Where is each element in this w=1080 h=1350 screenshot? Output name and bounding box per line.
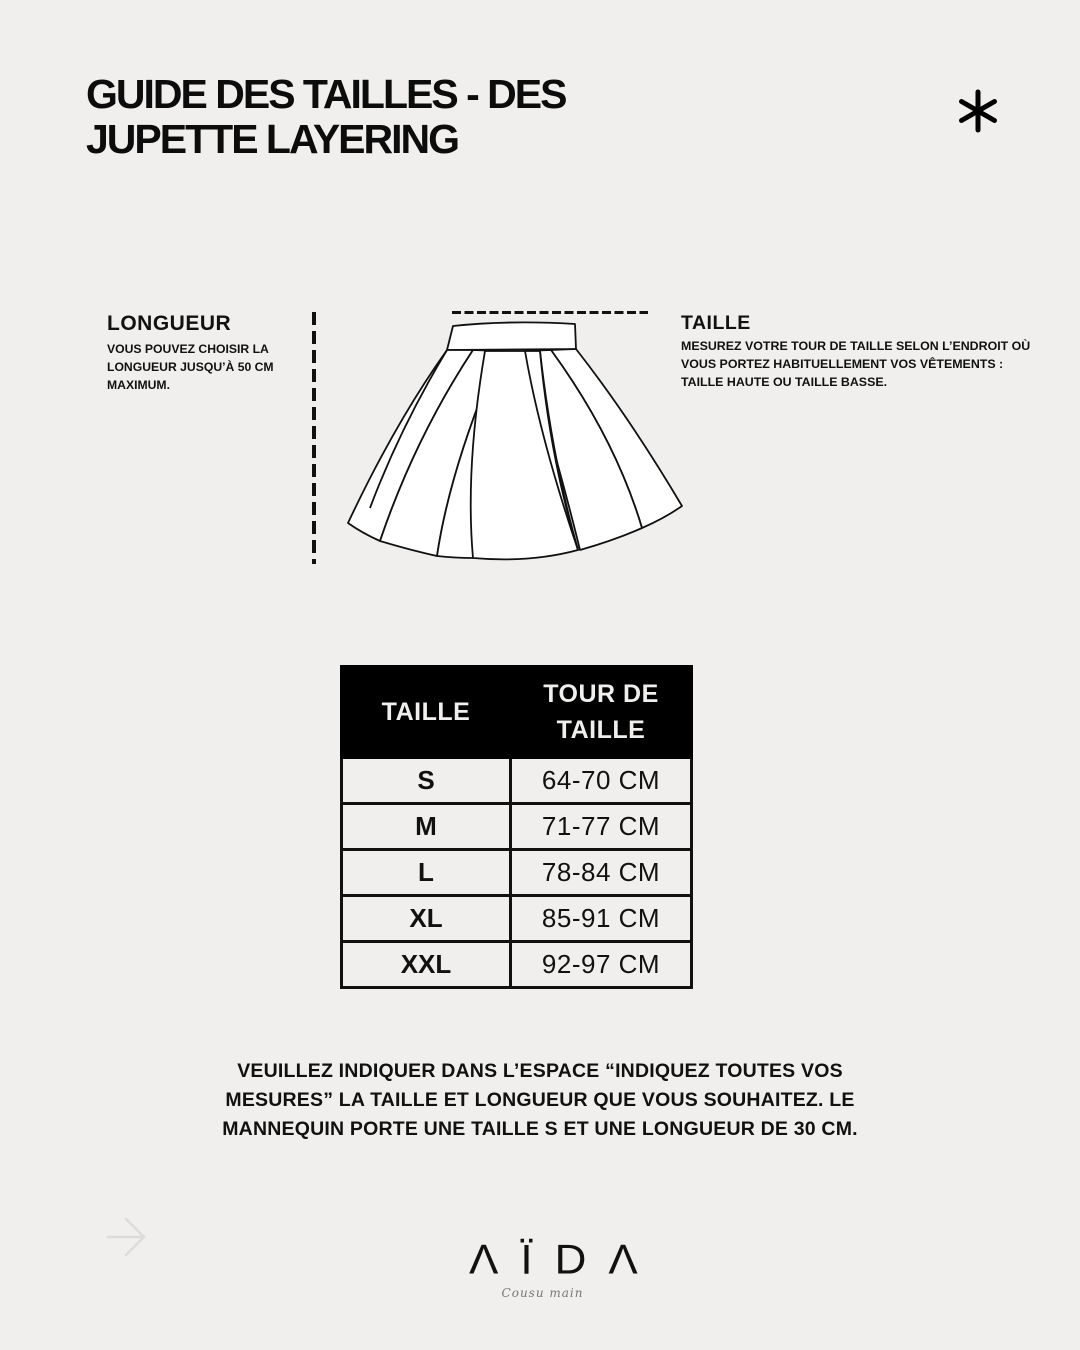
brand-name: ΛÏDΛ — [469, 1236, 660, 1283]
asterisk-icon — [955, 88, 1001, 134]
table-row — [342, 896, 692, 942]
length-description: VOUS POUVEZ CHOISIR LA LONGUEUR JUSQU’À 50 CM MAXIMUM. — [107, 342, 274, 392]
table-row — [342, 804, 692, 850]
skirt-illustration — [340, 318, 690, 568]
size-cell: M — [342, 804, 511, 850]
length-heading: LONGUEUR — [107, 312, 232, 335]
table-header-row — [342, 667, 692, 758]
size-cell: XL — [342, 896, 511, 942]
length-info — [107, 312, 307, 394]
header-waist-label: TOUR DE TAILLE — [543, 680, 659, 744]
waist-cell: 71-77 CM — [511, 804, 692, 850]
arrow-right-icon[interactable] — [106, 1217, 148, 1257]
page-title — [86, 72, 646, 162]
waist-cell: 78-84 CM — [511, 850, 692, 896]
brand-logo — [455, 1236, 660, 1300]
brand-tagline: Cousu main — [501, 1286, 584, 1300]
size-table — [340, 665, 693, 989]
title-line-1: GUIDE DES TAILLES - DES — [86, 71, 566, 117]
header-waist — [511, 667, 692, 758]
size-cell: L — [342, 850, 511, 896]
waist-cell: 64-70 CM — [511, 758, 692, 804]
waist-description: MESUREZ VOTRE TOUR DE TAILLE SELON L’ENDROIT OÙ VOUS PORTEZ HABITUELLEMENT VOS VÊTEMENTS : TAILLE HAUTE OU TAILLE BASSE. — [681, 339, 1031, 389]
table-row — [342, 850, 692, 896]
waist-cell: 85-91 CM — [511, 896, 692, 942]
waist-info — [681, 312, 1041, 391]
waist-heading: TAILLE — [681, 312, 751, 334]
size-cell: XXL — [342, 942, 511, 988]
table-row — [342, 758, 692, 804]
waist-measure-line — [452, 311, 648, 314]
title-line-2: JUPETTE LAYERING — [86, 116, 459, 162]
length-measure-line — [312, 312, 316, 564]
instruction-note: VEUILLEZ INDIQUER DANS L’ESPACE “INDIQUEZ TOUTES VOS MESURES” LA TAILLE ET LONGUEUR QUE VOUS SOUHAITEZ. LE MANNEQUIN PORTE UNE TAILLE S ET UNE LONGUEUR DE 30 CM. — [222, 1060, 858, 1140]
header-size: TAILLE — [342, 667, 511, 758]
table-row — [342, 942, 692, 988]
waist-cell: 92-97 CM — [511, 942, 692, 988]
size-cell: S — [342, 758, 511, 804]
